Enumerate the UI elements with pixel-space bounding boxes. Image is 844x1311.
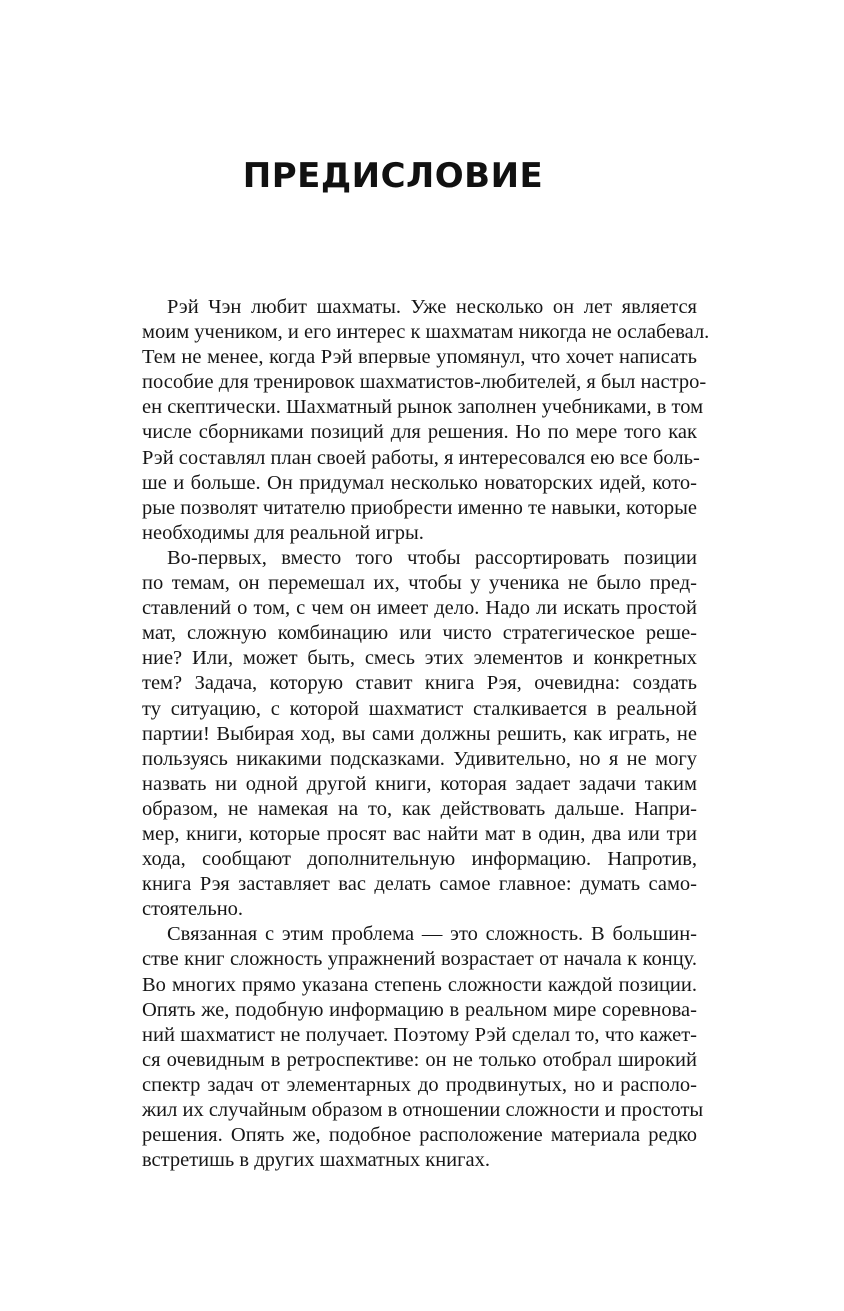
text-line: ние? Или, может быть, смесь этих элементов и конкретных [142,647,697,670]
text-line: рые позволят читателю приобрести именно те навыки, которые [142,496,697,519]
paragraph-1 [117,295,710,546]
text-line: стве книг сложность упражнений возрастает от начала к концу. [142,948,697,971]
text-line: по темам, он перемешал их, чтобы у ученика не было пред- [142,572,697,595]
text-line: назвать ни одной другой книги, которая задает задачи таким [142,772,697,795]
text-line: мат, сложную комбинацию или чисто стратегическое реше- [142,622,697,645]
text-line: жил их случайным образом в отношении сложности и простоты [142,1099,704,1121]
text-line: ся очевидным в ретроспективе: он не только отобрал широкий [142,1048,697,1071]
text-line: моим учеником, и его интерес к шахматам никогда не ослабевал. [142,321,710,344]
text-line: образом, не намекая на то, как действовать дальше. Напри- [142,797,697,820]
text-line: Опять же, подобную информацию в реальном мире соревнова- [142,998,697,1021]
page-title: ПРЕДИСЛОВИЕ [242,156,544,196]
text-line: необходимы для реальной игры. [142,521,424,544]
text-line: пособие для тренировок шахматистов-любителей, я был настро- [142,371,707,394]
text-line: пользуясь никакими подсказками. Удивительно, но я не могу [142,747,697,770]
text-line: ен скептически. Шахматный рынок заполнен учебниками, в том [142,396,704,419]
text-line: Во многих прямо указана степень сложности каждой позиции. [142,973,697,996]
text-line: ний шахматист не получает. Поэтому Рэй сделал то, что кажет- [142,1023,697,1046]
paragraph-3 [117,922,704,1173]
text-line: ше и больше. Он придумал несколько новаторских идей, кото- [142,471,697,494]
text-line: спектр задач от элементарных до продвинутых, но и располо- [142,1073,697,1096]
text-line: числе сборниками позиций для решения. Но по мере того как [142,421,697,444]
text-line: книга Рэя заставляет вас делать самое главное: думать само- [142,873,697,896]
text-line: Во-первых, вместо того чтобы рассортировать позиции [167,546,697,569]
text-line: тем? Задача, которую ставит книга Рэя, очевидна: создать [142,672,697,695]
text-line: решения. Опять же, подобное расположение материала редко [142,1124,697,1147]
text-line: ту ситуацию, с которой шахматист сталкивается в реальной [142,697,697,720]
text-line: Рэй составлял план своей работы, я интересовался ею все боль- [142,446,700,469]
text-line: встретишь в других шахматных книгах. [142,1149,491,1172]
text-line: стоятельно. [142,898,244,921]
body-text [117,295,710,1173]
text-line: ставлений о том, с чем он имеет дело. Надо ли искать простой [142,597,697,620]
text-line: Связанная с этим проблема — это сложность. В большин- [167,923,697,946]
text-line: Рэй Чэн любит шахматы. Уже несколько он лет является [167,296,697,318]
text-line: Тем не менее, когда Рэй впервые упомянул, что хочет написать [142,346,697,369]
paragraph-2 [117,546,697,922]
text-line: мер, книги, которые просят вас найти мат в один, два или три [142,822,697,845]
text-line: хода, сообщают дополнительную информацию. Напротив, [142,848,697,871]
text-line: партии! Выбирая ход, вы сами должны решить, как играть, не [142,722,697,745]
